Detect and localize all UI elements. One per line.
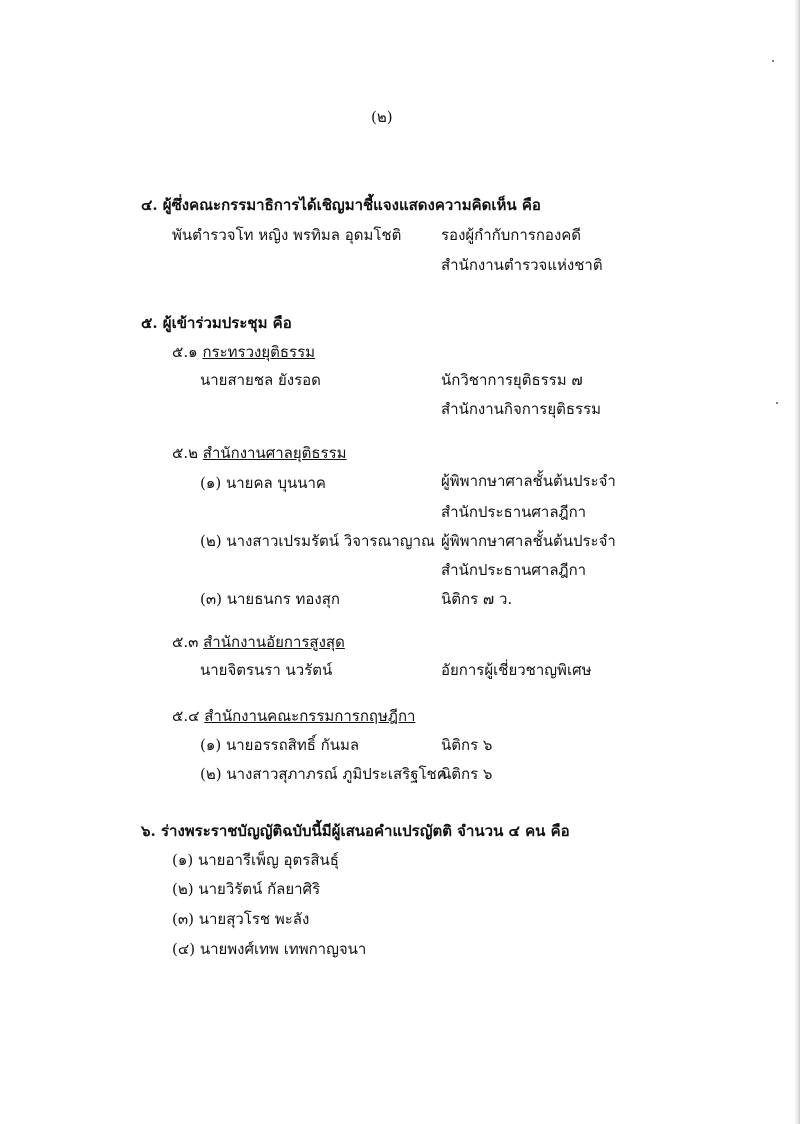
section-6-item: (๒) นายวิรัตน์ กัลยาศิริ [172, 880, 321, 898]
section-5-3-heading [172, 632, 345, 652]
section-5-2-person-1-name: (๑) นายคล บุนนาค [200, 474, 326, 492]
section-6-heading: ๖. ร่างพระราชบัญญัติฉบับนี้มีผู้เสนอคำแปรญัตติ จำนวน ๔ คน คือ [141, 822, 570, 840]
section-5-2-number: ๕.๒ [172, 444, 199, 462]
section-5-3-title: สำนักงานอัยการสูงสุด [203, 633, 345, 651]
section-4-person-position: รองผู้กำกับการกองคดี [441, 226, 582, 244]
section-5-4-person-1-name: (๑) นายอรรถสิทธิ์ กันมล [200, 736, 360, 754]
page-number: (๒) [371, 108, 393, 126]
section-5-2-person-1-org: สำนักประธานศาลฎีกา [441, 503, 587, 521]
section-5-4-person-2-position: นิติกร ๖ [441, 765, 493, 783]
section-5-4-person-1-position: นิติกร ๖ [441, 736, 493, 754]
section-5-4-heading [172, 706, 415, 726]
section-5-1-title: กระทรวงยุติธรรม [202, 343, 316, 361]
section-4-heading: ๔. ผู้ซึ่งคณะกรรมาธิการได้เชิญมาชี้แจงแสดงความคิดเห็น คือ [141, 196, 541, 214]
section-5-2-heading [172, 443, 347, 463]
section-6-item: (๑) นายอารีเพ็ญ อุตรสินธุ์ [172, 851, 339, 869]
section-5-2-person-2-position: ผู้พิพากษาศาลชั้นต้นประจำ [441, 532, 616, 550]
scan-edge-shadow [794, 0, 800, 1124]
section-5-2-person-1-position: ผู้พิพากษาศาลชั้นต้นประจำ [441, 472, 616, 490]
section-5-4-title: สำนักงานคณะกรรมการกฤษฎีกา [204, 707, 416, 725]
section-6-item: (๔) นายพงศ์เทพ เทพกาญจนา [172, 940, 367, 958]
section-5-heading: ๕. ผู้เข้าร่วมประชุม คือ [141, 314, 292, 332]
section-4-person-name: พันตำรวจโท หญิง พรทิมล อุดมโชติ [172, 226, 402, 244]
section-5-2-person-2-org: สำนักประธานศาลฎีกา [441, 561, 587, 579]
section-6-item: (๓) นายสุวโรช พะลัง [172, 910, 310, 928]
section-5-1-position: นักวิชาการยุติธรรม ๗ [441, 371, 583, 389]
section-4-person-org: สำนักงานตำรวจแห่งชาติ [441, 256, 603, 274]
scan-speck [772, 60, 774, 62]
section-5-1-org: สำนักงานกิจการยุติธรรม [441, 400, 602, 418]
section-5-1-name: นายสายชล ยังรอด [200, 371, 321, 389]
scan-speck [776, 402, 778, 404]
section-5-2-person-2-name: (๒) นางสาวเปรมรัตน์ วิจารณาญาณ [200, 532, 435, 550]
section-5-2-person-3-name: (๓) นายธนกร ทองสุก [200, 590, 340, 608]
section-5-3-number: ๕.๓ [172, 633, 199, 651]
section-5-4-number: ๕.๔ [172, 707, 200, 725]
section-5-4-person-2-name: (๒) นางสาวสุภาภรณ์ ภูมิประเสริฐโชค [200, 765, 447, 783]
section-5-2-person-3-position: นิติกร ๗ ว. [441, 590, 513, 608]
section-5-1-heading [172, 342, 315, 362]
section-5-2-title: สำนักงานศาลยุติธรรม [202, 444, 347, 462]
section-5-3-name: นายจิตรนรา นวรัตน์ [200, 661, 333, 679]
section-5-3-position: อัยการผู้เชี่ยวชาญพิเศษ [441, 661, 592, 679]
section-5-1-number: ๕.๑ [172, 343, 198, 361]
